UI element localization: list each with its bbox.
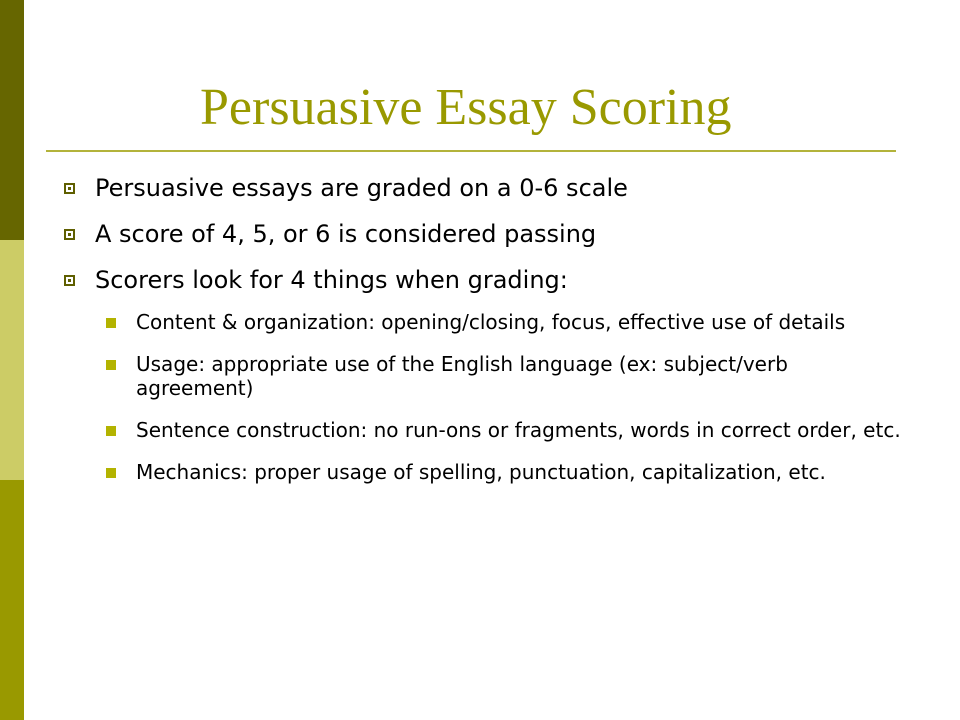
square-bullet-icon — [64, 229, 75, 240]
slide-title: Persuasive Essay Scoring — [200, 79, 732, 136]
side-bar-segment-bottom — [0, 480, 24, 720]
square-bullet-icon — [64, 183, 75, 194]
filled-square-bullet-icon — [106, 426, 116, 436]
sub-bullet-text: Content & organization: opening/closing, focus, effective use of details — [136, 310, 846, 334]
bullet-text: Scorers look for 4 things when grading: — [95, 266, 568, 294]
sub-bullet-item — [106, 460, 902, 484]
filled-square-bullet-icon — [106, 360, 116, 370]
bullet-item — [62, 266, 902, 294]
sub-bullet-text: Mechanics: proper usage of spelling, punctuation, capitalization, etc. — [136, 460, 826, 484]
bullet-text: A score of 4, 5, or 6 is considered passing — [95, 220, 597, 248]
sub-bullet-text: Sentence construction: no run-ons or fragments, words in correct order, etc. — [136, 418, 901, 442]
bullet-item — [62, 174, 902, 202]
bullet-text: Persuasive essays are graded on a 0-6 scale — [95, 174, 628, 202]
filled-square-bullet-icon — [106, 318, 116, 328]
sub-bullet-text: Usage: appropriate use of the English language (ex: subject/verb agreement) — [136, 352, 788, 400]
bullet-item — [62, 220, 902, 248]
side-color-bar — [0, 0, 24, 720]
sub-bullet-item — [106, 352, 902, 400]
side-bar-segment-middle — [0, 240, 24, 480]
slide-content — [62, 174, 902, 502]
filled-square-bullet-icon — [106, 468, 116, 478]
side-bar-segment-top — [0, 0, 24, 240]
square-bullet-icon — [64, 275, 75, 286]
sub-bullet-item — [106, 310, 902, 334]
title-divider — [46, 150, 896, 152]
sub-bullet-item — [106, 418, 902, 442]
